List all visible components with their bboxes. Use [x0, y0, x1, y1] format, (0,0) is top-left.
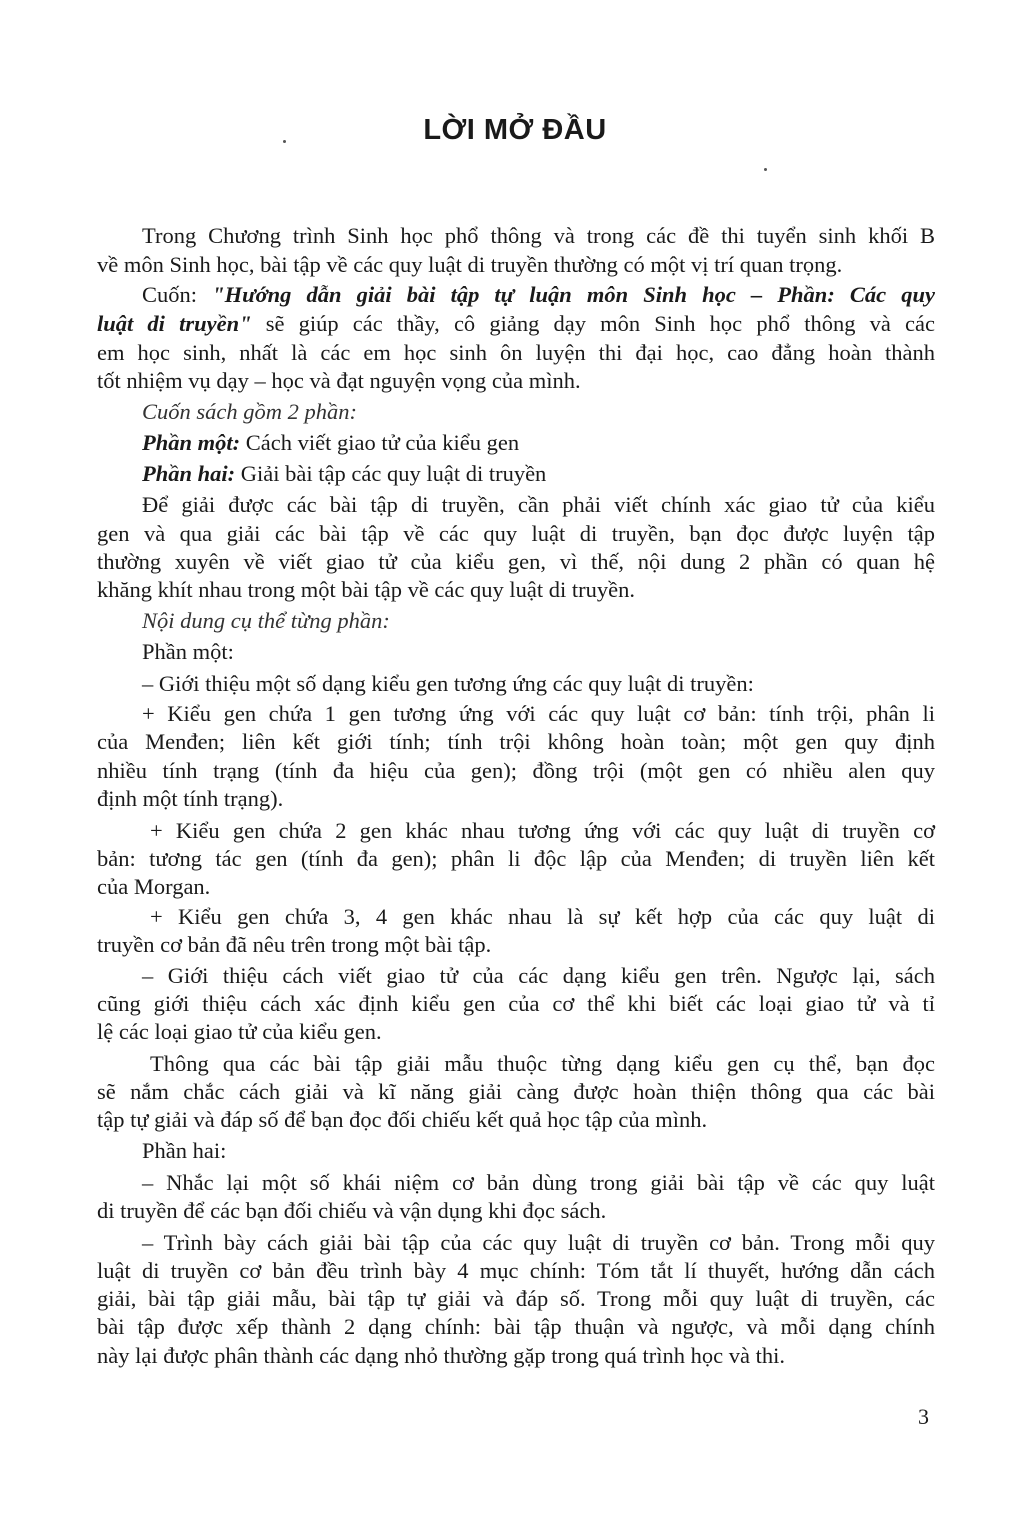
text-run: Cuốn sách gồm 2 phần:	[142, 399, 357, 424]
text-line	[97, 520, 935, 548]
text-line	[142, 429, 519, 457]
text-run: Cuốn:	[142, 282, 213, 307]
text-run: của Menđen; liên kết giới tính; tính trội không hoàn toàn; một gen quy định	[97, 729, 935, 754]
text-line	[97, 931, 491, 959]
text-run: bài tập được xếp thành 2 dạng chính: bài tập thuận và ngược, và mỗi dạng chính	[97, 1314, 935, 1339]
text-run: luật di truyền cơ bản đều trình bày 4 mục chính: Tóm tắt lí thuyết, hướng dẫn cách	[97, 1258, 935, 1283]
text-line	[97, 1257, 935, 1285]
text-run: lệ các loại giao tử của kiểu gen.	[97, 1019, 382, 1044]
text-line	[142, 460, 546, 488]
text-line	[97, 339, 935, 367]
text-line	[97, 367, 581, 395]
text-run: Nội dung cụ thể từng phần:	[142, 608, 390, 633]
text-line	[142, 222, 935, 250]
text-line	[97, 1078, 935, 1106]
text-run: luật di truyền"	[97, 311, 252, 336]
text-line	[97, 728, 935, 756]
text-line	[97, 757, 935, 785]
text-line	[142, 491, 935, 519]
text-run: Cách viết giao tử của kiểu gen	[240, 430, 520, 455]
text-line	[97, 576, 635, 604]
text-line	[97, 990, 935, 1018]
speck	[764, 168, 767, 171]
speck	[283, 140, 286, 143]
text-run: Phần hai:	[142, 461, 236, 486]
text-line	[142, 700, 935, 728]
text-line	[97, 548, 935, 576]
text-run: em học sinh, nhất là các em học sinh ôn luyện thi đại học, cao đẳng hoàn thành	[97, 340, 935, 365]
text-line	[97, 845, 935, 873]
text-run: khăng khít nhau trong một bài tập về các quy luật di truyền.	[97, 577, 635, 602]
text-run: tập tự giải và đáp số để bạn đọc đối chiếu kết quả học tập của mình.	[97, 1107, 708, 1132]
text-run: Trong Chương trình Sinh học phổ thông và trong các đề thi tuyển sinh khối B	[142, 223, 935, 248]
text-line	[97, 1285, 935, 1313]
text-run: + Kiểu gen chứa 3, 4 gen khác nhau là sự kết hợp của các quy luật di	[150, 904, 935, 929]
text-run: + Kiểu gen chứa 1 gen tương ứng với các quy luật cơ bản: tính trội, phân li	[142, 701, 935, 726]
text-run: Để giải được các bài tập di truyền, cần phải viết chính xác giao tử của kiểu	[142, 492, 935, 517]
text-line	[97, 1018, 382, 1046]
text-run: – Giới thiệu cách viết giao tử của các dạng kiểu gen trên. Ngược lại, sách	[142, 963, 935, 988]
text-run: Phần một:	[142, 639, 234, 664]
text-line	[142, 398, 357, 426]
text-line	[150, 817, 935, 845]
text-line	[142, 281, 935, 309]
text-run: Phần hai:	[142, 1138, 227, 1163]
text-line	[97, 1106, 707, 1134]
text-run: gen và qua giải các bài tập về các quy luật di truyền, bạn đọc được luyện tập	[97, 521, 935, 546]
text-line	[142, 638, 234, 666]
text-line	[97, 1197, 606, 1225]
text-line	[97, 310, 935, 338]
text-run: sẽ nắm chắc cách giải và kĩ năng giải càng được hoàn thiện thông qua các bài	[97, 1079, 935, 1104]
text-run: sẽ giúp các thầy, cô giảng dạy môn Sinh học phổ thông và các	[251, 311, 935, 336]
text-run: – Nhắc lại một số khái niệm cơ bản dùng trong giải bài tập về các quy luật	[142, 1170, 935, 1195]
text-run: bản: tương tác gen (tính đa gen); phân li độc lập của Menđen; di truyền liên kết	[97, 846, 935, 871]
text-run: cũng giới thiệu cách xác định kiểu gen của cơ thể khi biết các loại giao tử và tỉ	[97, 991, 935, 1016]
text-line	[150, 1050, 935, 1078]
text-run: của Morgan.	[97, 874, 211, 899]
text-line	[97, 251, 842, 279]
text-run: truyền cơ bản đã nêu trên trong một bài tập.	[97, 932, 492, 957]
text-line	[97, 1342, 785, 1370]
text-run: di truyền để các bạn đối chiếu và vận dụng khi đọc sách.	[97, 1198, 607, 1223]
text-line	[142, 962, 935, 990]
text-line	[97, 785, 283, 813]
text-run: nhiều tính trạng (tính đa hiệu của gen); đồng trội (một gen có nhiều alen quy	[97, 758, 935, 783]
text-run: "Hướng dẫn giải bài tập tự luận môn Sinh học – Phần: Các quy	[212, 282, 935, 307]
text-run: + Kiểu gen chứa 2 gen khác nhau tương ứng với các quy luật di truyền cơ	[150, 818, 935, 843]
text-run: giải, bài tập giải mẫu, bài tập tự giải và đáp số. Trong mỗi quy luật di truyền, các	[97, 1286, 935, 1311]
text-line	[97, 1313, 935, 1341]
text-run: Thông qua các bài tập giải mẫu thuộc từng dạng kiểu gen cụ thể, bạn đọc	[150, 1051, 935, 1076]
text-line	[150, 903, 935, 931]
text-line	[97, 873, 210, 901]
page-title: LỜI MỞ ĐẦU	[423, 114, 607, 146]
text-line	[142, 1229, 935, 1257]
page-number: 3	[918, 1404, 929, 1429]
text-run: thường xuyên về viết giao tử của kiểu gen, vì thế, nội dung 2 phần có quan hệ	[97, 549, 935, 574]
text-line	[142, 1137, 226, 1165]
text-run: tốt nhiệm vụ dạy – học và đạt nguyện vọng của mình.	[97, 368, 581, 393]
text-run: Giải bài tập các quy luật di truyền	[235, 461, 547, 486]
text-run: – Giới thiệu một số dạng kiểu gen tương ứng các quy luật di truyền:	[142, 671, 754, 696]
text-run: Phần một:	[142, 430, 241, 455]
text-run: – Trình bày cách giải bài tập của các quy luật di truyền cơ bản. Trong mỗi quy	[142, 1230, 935, 1255]
text-line	[142, 1169, 935, 1197]
text-line	[142, 607, 390, 635]
text-line	[142, 670, 754, 698]
text-run: này lại được phân thành các dạng nhỏ thường gặp trong quá trình học và thi.	[97, 1343, 786, 1368]
text-run: định một tính trạng).	[97, 786, 284, 811]
text-run: về môn Sinh học, bài tập về các quy luật di truyền thường có một vị trí quan trọng.	[97, 252, 843, 277]
